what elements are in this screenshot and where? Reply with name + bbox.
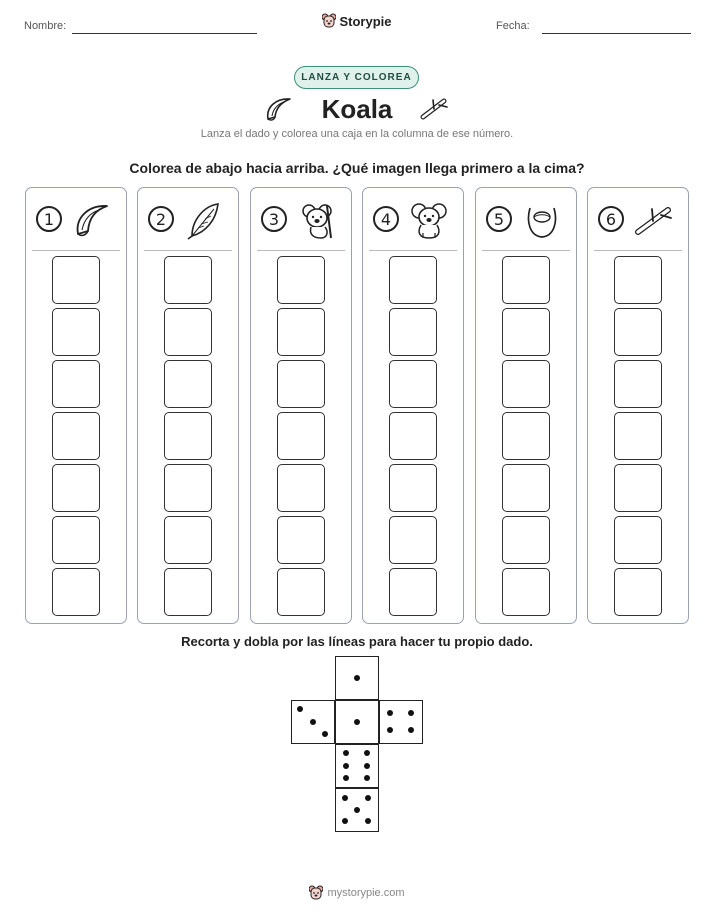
column-number: 4: [373, 206, 399, 232]
column-number: 3: [261, 206, 287, 232]
die-pip: [310, 719, 316, 725]
color-box[interactable]: [164, 464, 212, 512]
color-box[interactable]: [52, 256, 100, 304]
koala-logo-icon: [309, 885, 323, 901]
dice-column-5: [475, 187, 577, 624]
die-pip: [365, 795, 371, 801]
die-pip: [387, 727, 393, 733]
die-pip: [364, 763, 370, 769]
color-box[interactable]: [502, 256, 550, 304]
branch-icon: [634, 200, 674, 240]
die-face-1: [335, 656, 379, 700]
die-pip: [364, 750, 370, 756]
column-divider: [144, 250, 232, 251]
color-box[interactable]: [614, 568, 662, 616]
die-pip: [343, 750, 349, 756]
column-number: 5: [486, 206, 512, 232]
brand-logo: [0, 13, 714, 34]
color-box[interactable]: [389, 256, 437, 304]
color-box[interactable]: [502, 360, 550, 408]
die-pip: [297, 706, 303, 712]
color-box[interactable]: [52, 568, 100, 616]
column-divider: [594, 250, 682, 251]
die-pip: [354, 719, 360, 725]
subtitle: Lanza el dado y colorea una caja en la columna de ese número.: [200, 128, 514, 140]
column-divider: [482, 250, 570, 251]
die-pip: [408, 727, 414, 733]
footer-url: mystorypie.com: [327, 887, 405, 899]
claw-icon: [72, 200, 112, 240]
die-face-4: [379, 700, 423, 744]
color-box[interactable]: [52, 360, 100, 408]
color-box[interactable]: [164, 360, 212, 408]
color-box[interactable]: [52, 516, 100, 564]
color-box[interactable]: [52, 464, 100, 512]
claw-icon: [264, 95, 294, 123]
color-box[interactable]: [277, 360, 325, 408]
color-box[interactable]: [502, 568, 550, 616]
column-number: 2: [148, 206, 174, 232]
die-pip: [342, 795, 348, 801]
brand-name: Storypie: [339, 13, 392, 29]
dice-column-6: [587, 187, 689, 624]
koala-logo-icon: [322, 13, 336, 29]
page-title: Koala: [321, 93, 393, 124]
die-pip: [342, 818, 348, 824]
pouch-icon: [522, 200, 562, 240]
date-label: Fecha:: [496, 20, 530, 32]
die-pip: [365, 818, 371, 824]
dice-column-2: [137, 187, 239, 624]
color-box[interactable]: [389, 516, 437, 564]
color-box[interactable]: [52, 308, 100, 356]
color-box[interactable]: [614, 464, 662, 512]
name-label: Nombre:: [24, 20, 67, 32]
instruction: Colorea de abajo hacia arriba. ¿Qué imagen llega primero a la cima?: [129, 160, 585, 176]
die-pip: [322, 731, 328, 737]
color-box[interactable]: [164, 256, 212, 304]
die-pip: [354, 807, 360, 813]
column-number: 1: [36, 206, 62, 232]
color-box[interactable]: [164, 516, 212, 564]
die-pip: [364, 775, 370, 781]
color-box[interactable]: [502, 516, 550, 564]
koala-sitting-icon: [409, 200, 449, 240]
color-box[interactable]: [614, 516, 662, 564]
color-box[interactable]: [164, 412, 212, 460]
dice-column-1: [25, 187, 127, 624]
color-box[interactable]: [389, 412, 437, 460]
column-divider: [369, 250, 457, 251]
color-box[interactable]: [389, 568, 437, 616]
dice-column-4: [362, 187, 464, 624]
column-number: 6: [598, 206, 624, 232]
color-box[interactable]: [389, 464, 437, 512]
color-box[interactable]: [277, 464, 325, 512]
color-box[interactable]: [277, 412, 325, 460]
color-box[interactable]: [389, 360, 437, 408]
die-pip: [354, 675, 360, 681]
die-pip: [343, 763, 349, 769]
column-divider: [257, 250, 345, 251]
column-divider: [32, 250, 120, 251]
activity-badge: LANZA Y COLOREA: [294, 66, 419, 89]
die-face-3: [291, 700, 335, 744]
color-box[interactable]: [277, 308, 325, 356]
color-box[interactable]: [277, 516, 325, 564]
die-pip: [408, 710, 414, 716]
color-box[interactable]: [164, 568, 212, 616]
color-box[interactable]: [502, 308, 550, 356]
die-face-1: [335, 700, 379, 744]
color-box[interactable]: [614, 308, 662, 356]
koala-climbing-icon: [297, 200, 337, 240]
footer: [0, 885, 714, 906]
dice-column-3: [250, 187, 352, 624]
color-box[interactable]: [277, 568, 325, 616]
color-box[interactable]: [502, 464, 550, 512]
die-pip: [343, 775, 349, 781]
cut-instruction: Recorta y dobla por las líneas para hacer tu propio dado.: [181, 634, 533, 649]
color-box[interactable]: [277, 256, 325, 304]
die-face-6: [335, 744, 379, 788]
branch-icon: [420, 95, 450, 123]
color-box[interactable]: [502, 412, 550, 460]
color-box[interactable]: [52, 412, 100, 460]
die-pip: [387, 710, 393, 716]
die-face-5: [335, 788, 379, 832]
color-box[interactable]: [164, 308, 212, 356]
color-box[interactable]: [614, 412, 662, 460]
color-box[interactable]: [389, 308, 437, 356]
eucalyptus-leaf-icon: [184, 200, 224, 240]
color-box[interactable]: [614, 360, 662, 408]
color-box[interactable]: [614, 256, 662, 304]
